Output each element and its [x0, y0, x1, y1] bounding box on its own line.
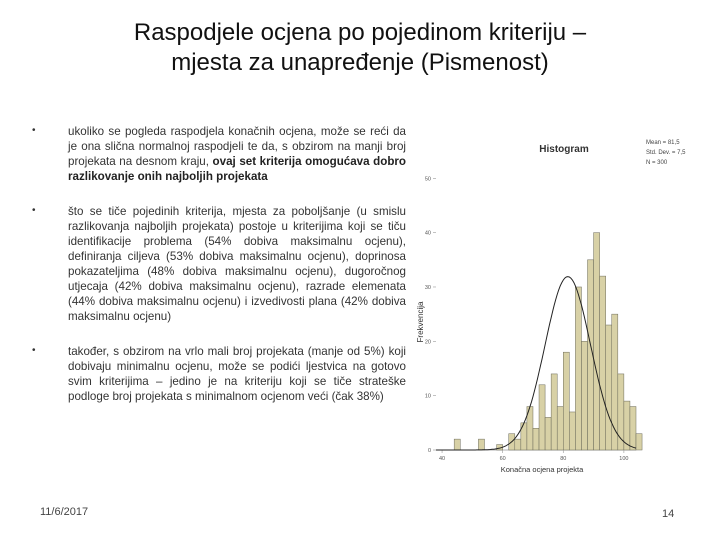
y-tick-label: 0 — [427, 448, 431, 454]
bullet-item — [30, 204, 406, 324]
x-tick-label: 40 — [438, 456, 446, 462]
y-axis-label: Frekvencija — [416, 301, 425, 343]
histogram-bar — [478, 439, 484, 450]
histogram-bar — [545, 417, 551, 450]
histogram-bar — [539, 385, 545, 450]
histogram-bar — [533, 428, 539, 450]
histogram-bar — [515, 439, 521, 450]
slide-title — [40, 18, 680, 78]
histogram-bar — [581, 341, 587, 450]
bullet-marker: • — [32, 205, 36, 216]
histogram-bar — [636, 434, 642, 450]
bullet-item — [30, 344, 406, 404]
chart-title: Histogram — [539, 144, 589, 155]
histogram-svg — [414, 134, 714, 484]
legend-n: N = 300 — [646, 160, 668, 166]
y-tick-label: 30 — [424, 284, 431, 291]
slide-title-line-2: mjesta za unapređenje (Pismenost) — [171, 49, 549, 76]
bullet-text — [68, 124, 406, 184]
histogram-bar — [575, 287, 581, 450]
histogram-bar — [594, 233, 600, 450]
bullet-list — [30, 124, 406, 424]
x-tick-label: 100 — [619, 456, 629, 462]
legend-std-dev: Std. Dev. = 7,5 — [646, 150, 686, 156]
histogram-bar — [557, 407, 563, 450]
bullet-marker: • — [32, 125, 36, 136]
histogram-bar — [569, 412, 575, 450]
bullet-marker: • — [32, 345, 36, 356]
bullet-text: također, s obzirom na vrlo mali broj projekata (manje od 5%) koji dobivaju minimalnu ocjenu, može se podići ljestvica na gotovo svim kriterijima – jedino je na kriteriju koji se tiče strateške podloge broj projekata s minimalnom ocjenom veći (čak 38%) — [68, 345, 406, 403]
page-number: 14 — [662, 508, 675, 520]
histogram-bar — [454, 439, 460, 450]
slide-title-line-1: Raspodjele ocjena po pojedinom kriteriju – — [133, 19, 587, 46]
y-tick-label: 50 — [424, 176, 431, 183]
footer-date: 11/6/2017 — [40, 506, 89, 518]
legend-mean: Mean = 81,5 — [646, 140, 680, 146]
x-tick-label: 80 — [560, 456, 567, 462]
bullet-item — [30, 124, 406, 184]
x-axis-label: Konačna ocjena projekta — [500, 465, 584, 474]
y-tick-label: 20 — [424, 339, 431, 346]
bullet-text-regular: ukoliko se pogleda raspodjela konačnih ocjena, može se reći da je ona slična normalnoj raspodjeli te da, s obzirom na manji broj projekata na desnom kraju, — [68, 125, 406, 168]
histogram-bar — [600, 276, 606, 450]
histogram-chart — [414, 134, 714, 484]
histogram-bar — [563, 352, 569, 450]
bullet-text-bold: ovaj set kriterija omogućava dobro razlikovanje onih najboljih projekata — [68, 155, 406, 183]
x-tick-label: 60 — [499, 456, 506, 462]
histogram-bar — [551, 374, 557, 450]
histogram-bar — [606, 325, 612, 450]
histogram-bar — [630, 407, 636, 450]
y-tick-label: 40 — [424, 230, 431, 237]
y-tick-label: 10 — [424, 393, 431, 400]
bullet-text: što se tiče pojedinih kriterija, mjesta za poboljšanje (u smislu razlikovanja najboljih projekata) postoje u kriterijima koji se tiču identifikacije problema (54% dobiva maksimalnu ocjenu), definiranja ciljeva (53% dobiva maksimalnu ocjenu), doprinosa pokazateljima (48% dobiva maksimalnu ocjenu), dugoročnog utjecaja (42% dobiva maksimalnu ocjenu), razrade elemenata (44% dobiva maksimalnu ocjenu) i izvedivosti plana (42% dobiva maksimalnu ocjenu) — [68, 205, 406, 323]
